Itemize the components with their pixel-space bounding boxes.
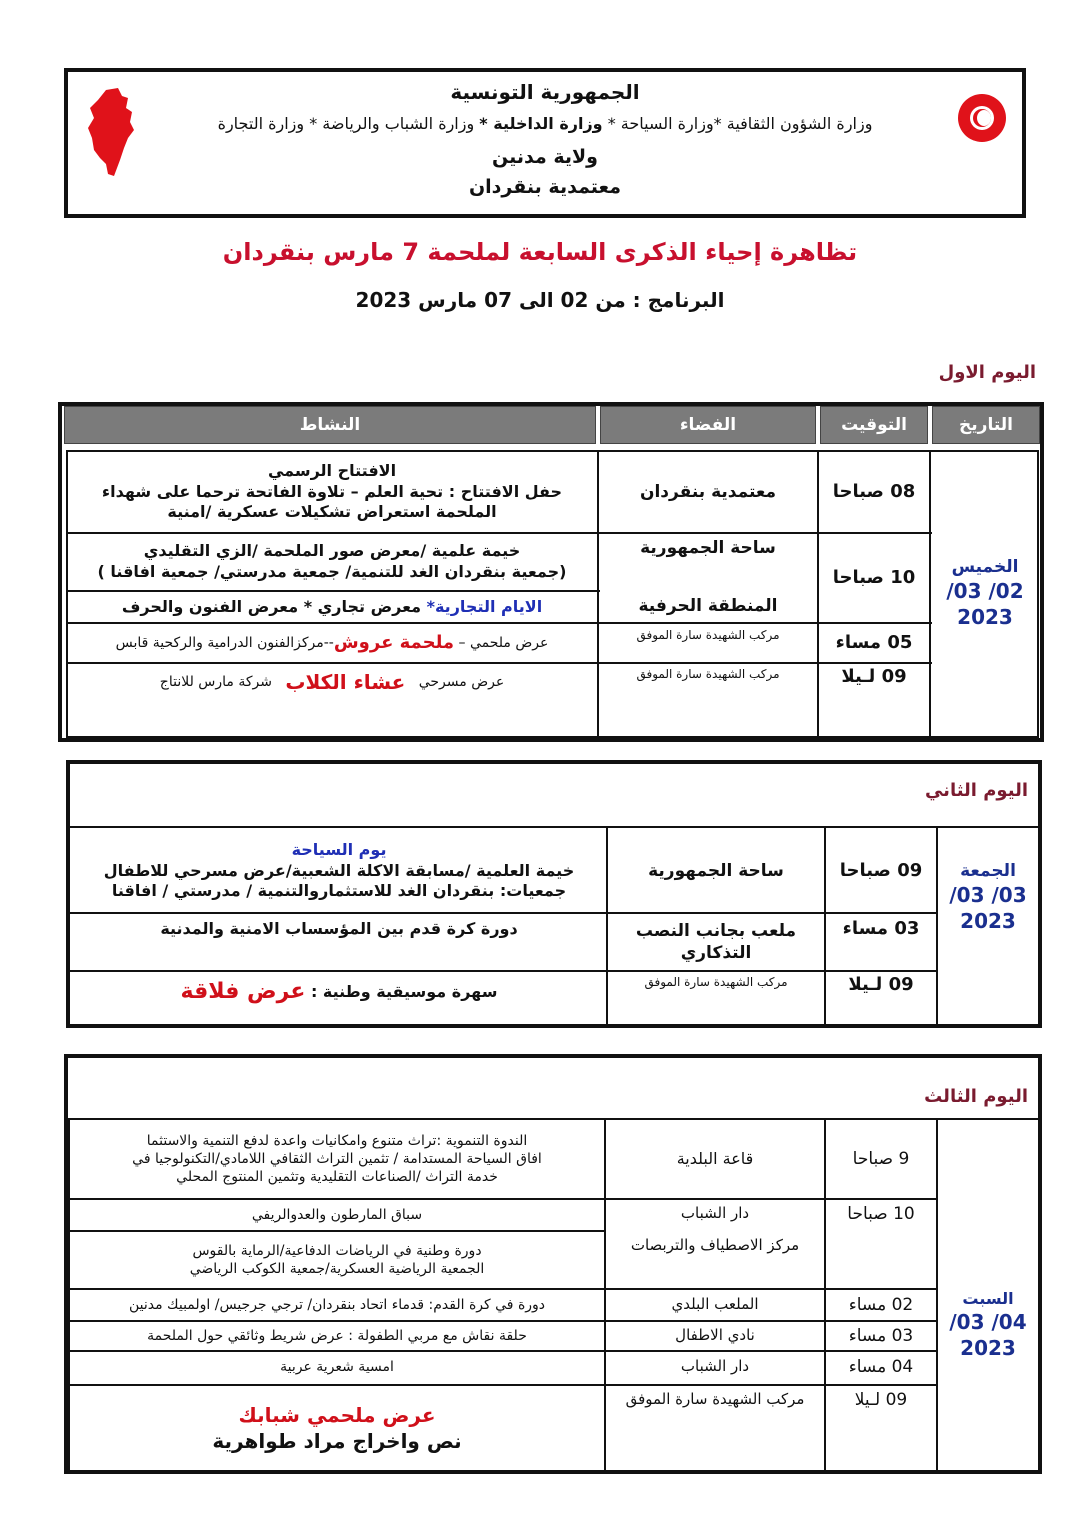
place-cell: دار الشباب — [680, 1204, 750, 1223]
time-cell: 10 صباحا — [832, 567, 916, 589]
activity-cell: دورة كرة قدم بين المؤسساب الامنية والمدنية — [160, 918, 518, 938]
activity-highlight: ملحمة عروش — [333, 632, 455, 654]
activity-line: الملحمة استعراض تشكيلات عسكرية /امنية — [167, 502, 497, 522]
place-cell: مركب الشهيدة سارة الموفق — [636, 628, 780, 643]
activity-pre: عرض ملحمي – — [458, 634, 549, 651]
col-place: الفضاء — [600, 406, 816, 444]
day1-label: اليوم الاول — [938, 362, 1036, 383]
activity-cell: امسية شعرية عربية — [280, 1358, 394, 1375]
ministries-line — [68, 114, 1022, 133]
day1-daymonth: 02/ 03/ — [946, 579, 1024, 604]
day1-year: 2023 — [957, 605, 1013, 630]
activity-pre: سهرة موسيقية وطنية : — [310, 981, 498, 1001]
col-time: التوقيت — [820, 406, 928, 444]
activity-line: الجمعية الرياضية العسكرية/جمعية الكوكب الرياضي — [189, 1261, 485, 1277]
place-cell: ساحة الجمهورية — [640, 537, 776, 558]
time-cell: 03 مساء — [848, 1325, 914, 1346]
activity-post: شركة مارس للانتاج — [159, 673, 272, 690]
place-cell: معتمدية بنقردان — [639, 481, 777, 502]
place-cell: ساحة الجمهورية — [648, 860, 784, 881]
governorate: ولاية مدنين — [492, 146, 598, 168]
activity-line: نص واخراج مراد طواهرية — [212, 1429, 462, 1453]
activity-line: حفل الافتتاح : تحية العلم – تلاوة الفاتحة ترحما على شهداء — [101, 481, 563, 501]
time-cell: 05 مساء — [835, 632, 913, 654]
ministries-bold: وزارة الداخلية * — [479, 114, 603, 133]
activity-line: دورة وطنية في الرياضات الدفاعية/الرماية بالقوس — [192, 1242, 482, 1259]
day3-date — [938, 1120, 1038, 1470]
activity-line: معرض تجاري * معرض الفنون والحرف — [121, 596, 422, 616]
col-date: التاريخ — [932, 406, 1040, 444]
event-title: تظاهرة إحياء الذكرى السابعة لملحمة 7 مارس بنقردان — [222, 238, 858, 266]
day1-date — [932, 452, 1038, 734]
delegation: معتمدية بنقردان — [468, 176, 622, 198]
activity-line: الندوة التنموية :تراث متنوع وامكانيات واعدة لدفع التنمية والاستثما — [146, 1132, 528, 1149]
activity-line: افاق السياحة المستدامة / تثمين التراث الثقافي اللامادي/التكنولوجيا في — [132, 1150, 542, 1167]
activity-cell — [70, 1120, 604, 1198]
activity-cell — [68, 664, 596, 700]
time-cell: 09 لـيلا — [854, 1389, 908, 1410]
day2-label: اليوم الثاني — [924, 780, 1028, 801]
activity-line: خيمة العلمية /مسابقة الاكلة الشعبية/عرض مسرحي للاطفال — [103, 860, 575, 880]
activity-cell: دورة في كرة القدم: قدماء اتحاد بنقردان/ ترجي جرجيس/ اولمبيك مدنين — [128, 1296, 546, 1313]
activity-cell: سباق المارطون والعدوالريفي — [251, 1206, 423, 1223]
time-cell: 04 مساء — [848, 1356, 914, 1377]
place-cell: ملعب بجانب النصب التذكاري — [635, 920, 797, 963]
time-cell: 09 صباحا — [839, 860, 923, 882]
activity-post: --مركزالفنون الدرامية والركحية قابس — [115, 634, 334, 651]
day2-year: 2023 — [960, 909, 1016, 934]
activity-cell: حلقة نقاش مع مربي الطفولة : عرض شريط وثائقي حول الملحمة — [147, 1327, 527, 1344]
place-cell: مركب الشهيدة سارة الموفق — [636, 667, 780, 682]
place-cell: المنطقة الحرفية — [638, 595, 778, 616]
place-cell: مركب الشهيدة سارة الموفق — [625, 1390, 805, 1409]
place-cell: قاعة البلدية — [676, 1148, 754, 1168]
time-cell: 02 مساء — [848, 1294, 914, 1315]
place-cell: نادي الاطفال — [675, 1326, 755, 1345]
activity-line: جمعيات: بنقردان الغد للاستثماروالتنمية / مدرستي / افاقنا — [111, 881, 567, 901]
activity-highlight: عرض ملحمي شبابك — [238, 1403, 436, 1427]
activity-highlight: الايام التجارية* — [426, 596, 543, 616]
day2-date — [938, 830, 1038, 1024]
time-cell: 03 مساء — [842, 918, 920, 940]
ministries-right: وزارة الشؤون الثقافية *وزارة السياحة * — [607, 114, 873, 133]
activity-line: (جمعية بنقردان الغد للتنمية/ جمعية مدرستي/ جمعية افاقنا ) — [97, 562, 567, 581]
day3-daymonth: 04/ 03/ — [949, 1310, 1027, 1335]
header-box — [64, 68, 1026, 218]
time-cell: 08 صباحا — [832, 481, 916, 503]
program-dates: البرنامج : من 02 الى 07 مارس 2023 — [355, 288, 725, 312]
activity-cell — [68, 534, 596, 590]
activity-cell — [68, 624, 596, 662]
time-cell: 10 صباحا — [847, 1203, 915, 1224]
place-cell: مركز الاصطياف والتربصات — [630, 1236, 800, 1255]
activity-cell — [68, 452, 596, 532]
activity-cell — [68, 592, 596, 622]
activity-line: خدمة التراث /الصناعات التقليدية وتثمين المنتوج المحلي — [176, 1169, 498, 1186]
ministries-left: وزارة الشباب والرياضة * وزارة التجارة — [217, 114, 475, 133]
activity-highlight: يوم السياحة — [291, 839, 387, 859]
day3-year: 2023 — [960, 1336, 1016, 1361]
time-cell: 09 لـيلا — [841, 666, 907, 688]
col-activity: النشاط — [64, 406, 596, 444]
activity-highlight: عرض فلاقة — [180, 978, 306, 1004]
time-cell: 9 صباحا — [852, 1148, 910, 1169]
place-cell: مركب الشهيدة سارة الموفق — [644, 975, 788, 990]
republic-name: الجمهورية التونسية — [450, 80, 640, 104]
day2-daymonth: 03/ 03/ — [949, 883, 1027, 908]
activity-line: خيمة علمية /معرض صور الملحمة /الزي التقليدي — [143, 541, 521, 561]
activity-cell — [70, 1386, 604, 1470]
place-cell: الملعب البلدي — [671, 1295, 759, 1314]
day2-weekday: الجمعة — [960, 861, 1016, 881]
activity-line: الافتتاح الرسمي — [267, 460, 397, 480]
activity-cell — [72, 830, 606, 912]
activity-cell — [70, 1232, 604, 1288]
day3-weekday: السبت — [962, 1288, 1014, 1308]
day1-weekday: الخميس — [951, 556, 1019, 577]
activity-pre: عرض مسرحي — [418, 673, 505, 690]
activity-cell — [72, 972, 606, 1012]
place-cell: دار الشباب — [680, 1357, 750, 1376]
time-cell: 09 لـيلا — [848, 974, 914, 996]
activity-highlight: عشاء الكلاب — [285, 670, 406, 694]
day3-label: اليوم الثالث — [924, 1086, 1028, 1107]
